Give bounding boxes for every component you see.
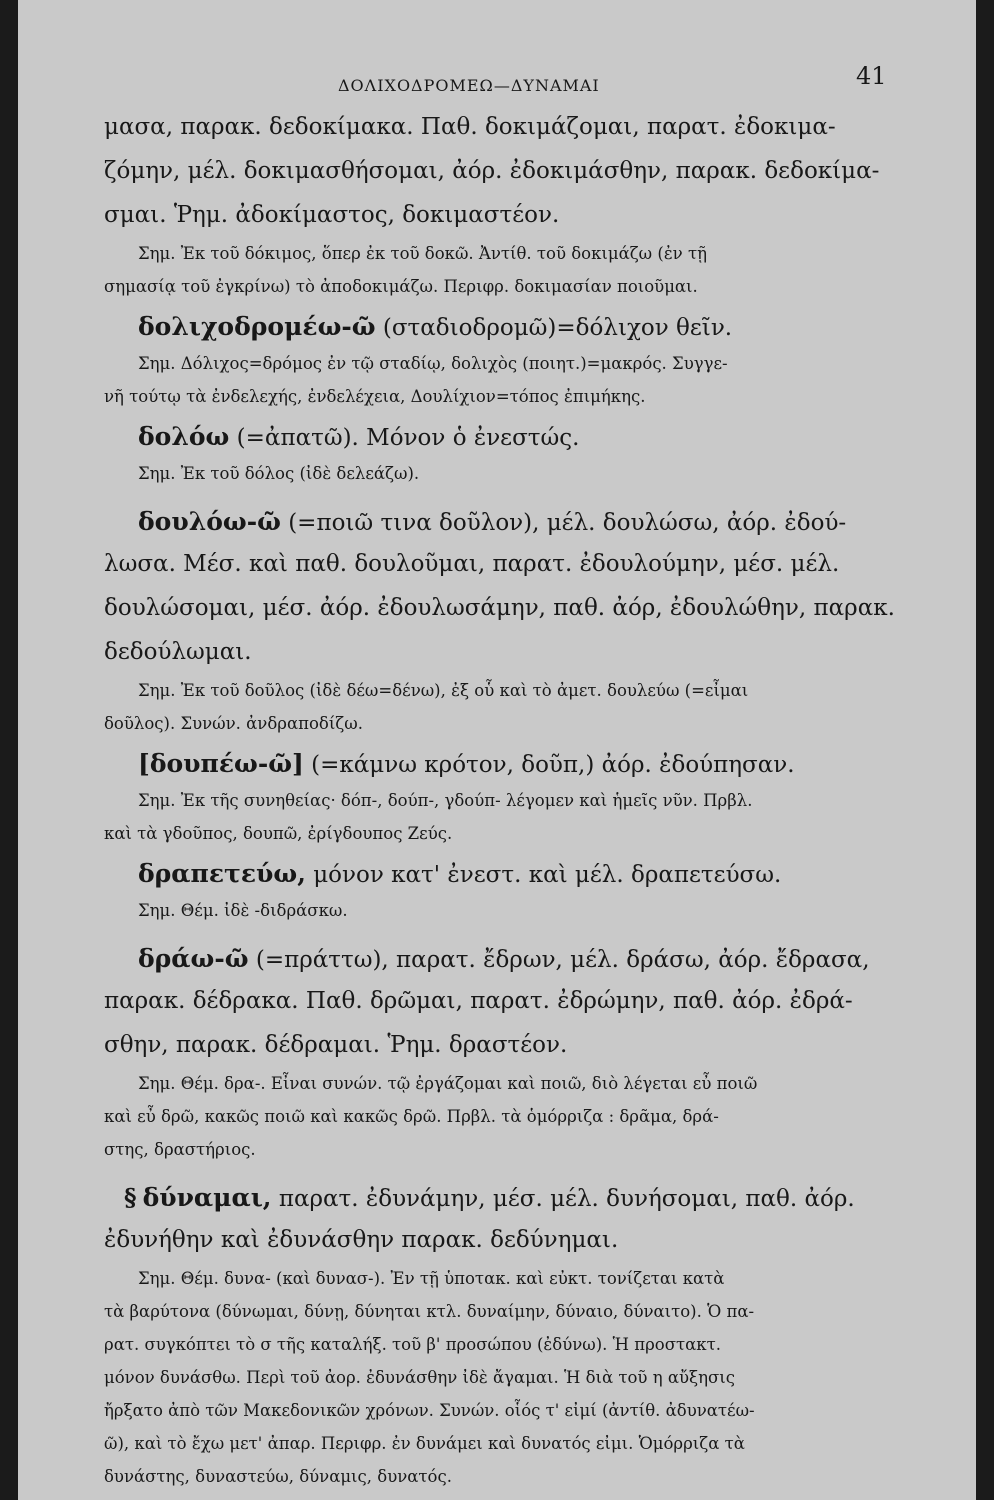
entry-text: (=κάμνω κρότον, δοῦπ,) ἀόρ. ἐδούπησαν. (303, 752, 795, 778)
headword: δουλόω-ῶ (138, 507, 281, 536)
note-line: δοῦλος). Συνών. ἀνδραποδίζω. (104, 714, 363, 733)
entry-line (104, 314, 914, 352)
note-line: Σημ. Δόλιχος=δρόμος ἐν τῷ σταδίῳ, δολιχὸς (ποιητ.)=μακρός. Συγγε- (138, 354, 728, 373)
entry-line (104, 861, 914, 899)
note-line: Σημ. Ἐκ τοῦ δοῦλος (ἰδὲ δέω=δένω), ἐξ οὗ καὶ τὸ ἀμετ. δουλεύω (=εἶμαι (138, 681, 749, 700)
page-body (104, 110, 914, 1498)
note-line: καὶ τὰ γδοῦπος, δουπῶ, ἐρίγδουπος Ζεύς. (104, 824, 453, 843)
entry-text: παρατ. ἐδυνάμην, μέσ. μέλ. δυνήσομαι, παθ. ἀόρ. (271, 1186, 855, 1212)
text-line: παρακ. δέδρακα. Παθ. δρῶμαι, παρατ. ἐδρώμην, παθ. ἀόρ. ἐδρά- (104, 988, 853, 1014)
entry-text: (=ἀπατῶ). Μόνον ὁ ἐνεστώς. (229, 425, 580, 451)
headword: δράω-ῶ (138, 944, 249, 973)
entry-line (104, 751, 914, 789)
note-line: στης, δραστήριος. (104, 1140, 256, 1159)
headword: δραπετεύω, (138, 859, 306, 888)
text-line: μασα, παρακ. δεδοκίμακα. Παθ. δοκιμάζομαι, παρατ. ἐδοκιμα- (104, 114, 836, 140)
running-head: ΔΟΛΙΧΟΔΡΟΜΕΩ—ΔΥΝΑΜΑΙ (338, 76, 600, 95)
note-line: Σημ. Ἐκ τῆς συνηθείας· δόπ-, δούπ-, γδούπ- λέγομεν καὶ ἡμεῖς νῦν. Πρβλ. (138, 791, 753, 810)
note-line: σημασίᾳ τοῦ ἐγκρίνω) τὸ ἀποδοκιμάζω. Περιφρ. δοκιμασίαν ποιοῦμαι. (104, 277, 698, 296)
headword: δολόω (138, 422, 230, 451)
note-line: Σημ. Θέμ. δυνα- (καὶ δυνασ-). Ἐν τῇ ὑποτακ. καὶ εὐκτ. τονίζεται κατὰ (138, 1269, 725, 1288)
text-line: σθην, παρακ. δέδραμαι. Ῥημ. δραστέον. (104, 1032, 568, 1058)
text-line: δουλώσομαι, μέσ. ἀόρ. ἐδουλωσάμην, παθ. ἀόρ, ἐδουλώθην, παρακ. (104, 595, 895, 621)
note-line: δυνάστης, δυναστεύω, δύναμις, δυνατός. (104, 1467, 452, 1486)
entry-text: (=πράττω), παρατ. ἔδρων, μέλ. δράσω, ἀόρ. ἔδρασα, (248, 947, 870, 973)
section-mark: § (124, 1183, 137, 1212)
text-line: σμαι. Ῥημ. ἀδοκίμαστος, δοκιμαστέον. (104, 202, 560, 228)
entry-line (104, 946, 914, 984)
text-line: δεδούλωμαι. (104, 639, 252, 665)
text-line: ζόμην, μέλ. δοκιμασθήσομαι, ἀόρ. ἐδοκιμάσθην, παρακ. δεδοκίμα- (104, 158, 880, 184)
note-line: καὶ εὖ δρῶ, κακῶς ποιῶ καὶ κακῶς δρῶ. Πρβλ. τὰ ὁμόρριζα : δρᾶμα, δρά- (104, 1107, 719, 1126)
entry-text: (σταδιοδρομῶ)=δόλιχον θεῖν. (375, 315, 733, 341)
note-line: Σημ. Θέμ. ἰδὲ -διδράσκω. (138, 901, 348, 920)
note-line: Σημ. Ἐκ τοῦ δόκιμος, ὅπερ ἐκ τοῦ δοκῶ. Ἀντίθ. τοῦ δοκιμάζω (ἐν τῇ (138, 244, 707, 263)
page-number: 41 (856, 62, 887, 90)
entry-text: (=ποιῶ τινα δοῦλον), μέλ. δουλώσω, ἀόρ. ἐδού- (280, 510, 847, 536)
entry-line (104, 509, 914, 547)
entry-line (104, 424, 914, 462)
headword: δύναμαι, (142, 1183, 272, 1212)
entry-text: μόνον κατ' ἐνεστ. καὶ μέλ. δραπετεύσω. (305, 862, 782, 888)
note-line: ἤρξατο ἀπὸ τῶν Μακεδονικῶν χρόνων. Συνών. οἷός τ' εἰμί (ἀντίθ. ἀδυνατέω- (104, 1401, 755, 1420)
headword: [δουπέω-ῶ] (138, 749, 304, 778)
note-line: ῶ), καὶ τὸ ἔχω μετ' ἀπαρ. Περιφρ. ἐν δυνάμει καὶ δυνατός εἰμι. Ὁμόρριζα τὰ (104, 1434, 745, 1453)
text-line: ἐδυνήθην καὶ ἐδυνάσθην παρακ. δεδύνημαι. (104, 1227, 619, 1253)
note-line: ρατ. συγκόπτει τὸ σ τῆς καταλήξ. τοῦ β' προσώπου (ἐδύνω). Ἡ προστακτ. (104, 1335, 721, 1354)
note-line: μόνον δυνάσθω. Περὶ τοῦ ἀορ. ἐδυνάσθην ἰδὲ ἄγαμαι. Ἡ διὰ τοῦ η αὔξησις (104, 1368, 735, 1387)
headword: δολιχοδρομέω-ῶ (138, 312, 376, 341)
note-line: Σημ. Ἐκ τοῦ δόλος (ἰδὲ δελεάζω). (138, 464, 420, 483)
text-line: λωσα. Μέσ. καὶ παθ. δουλοῦμαι, παρατ. ἐδουλούμην, μέσ. μέλ. (104, 551, 840, 577)
note-line: νῆ τούτῳ τὰ ἐνδελεχής, ἐνδελέχεια, Δουλίχιον=τόπος ἐπιμήκης. (104, 387, 646, 406)
entry-line (104, 1185, 914, 1223)
book-page (18, 0, 976, 1500)
note-line: τὰ βαρύτονα (δύνωμαι, δύνῃ, δύνηται κτλ. δυναίμην, δύναιο, δύναιτο). Ὁ πα- (104, 1302, 755, 1321)
note-line: Σημ. Θέμ. δρα-. Εἶναι συνών. τῷ ἐργάζομαι καὶ ποιῶ, διὸ λέγεται εὖ ποιῶ (138, 1074, 758, 1093)
